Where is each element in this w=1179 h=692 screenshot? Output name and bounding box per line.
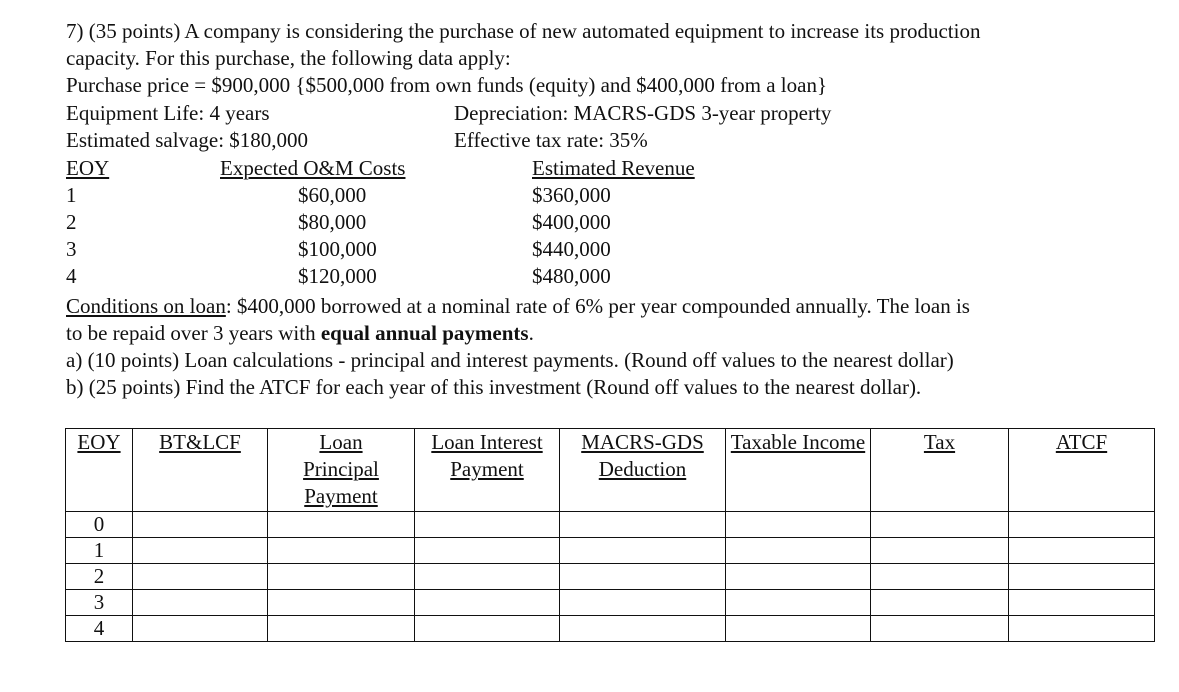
taxable-income-cell[interactable]	[726, 616, 871, 642]
table-row	[66, 564, 1155, 590]
atcf-cell[interactable]	[1009, 616, 1155, 642]
atcf-cell[interactable]	[1009, 564, 1155, 590]
answer-header-macrs: MACRS-GDS Deduction	[560, 429, 726, 512]
macrs-cell[interactable]	[560, 538, 726, 564]
loan-conditions	[66, 293, 970, 320]
data-row-eoy: 3	[66, 237, 77, 261]
btlcf-cell[interactable]	[133, 564, 268, 590]
loan-conditions-label: Conditions on loan	[66, 294, 226, 318]
macrs-cell[interactable]	[560, 616, 726, 642]
part-b: b) (25 points) Find the ATCF for each year of this investment (Round off values to the nearest dollar).	[66, 375, 922, 399]
answer-header-row	[66, 429, 1155, 512]
answer-header-taxable-income: Taxable Income	[726, 429, 871, 512]
taxable-income-cell[interactable]	[726, 564, 871, 590]
loan-principal-cell[interactable]	[268, 538, 415, 564]
data-row-om: $60,000	[298, 183, 367, 207]
loan-principal-cell[interactable]	[268, 564, 415, 590]
taxable-income-cell[interactable]	[726, 538, 871, 564]
purchase-price: Purchase price = $900,000 {$500,000 from own funds (equity) and $400,000 from a loan}	[66, 73, 828, 97]
data-row-eoy: 1	[66, 183, 77, 207]
atcf-cell[interactable]	[1009, 538, 1155, 564]
answer-header-loan-principal: Loan Principal Payment	[268, 429, 415, 512]
loan-terms-bold: equal annual payments	[320, 321, 529, 345]
tax-cell[interactable]	[871, 616, 1009, 642]
loan-conditions-text: : $400,000 borrowed at a nominal rate of 6% per year compounded annually. The loan is	[225, 294, 970, 318]
tax-rate: Effective tax rate: 35%	[454, 128, 648, 152]
tax-cell[interactable]	[871, 564, 1009, 590]
data-row-eoy: 4	[66, 264, 77, 288]
taxable-income-cell[interactable]	[726, 512, 871, 538]
loan-interest-cell[interactable]	[415, 616, 560, 642]
eoy-cell: 2	[66, 564, 133, 590]
data-row-revenue: $480,000	[532, 264, 611, 288]
table-row	[66, 590, 1155, 616]
answer-header-eoy: EOY	[66, 429, 133, 512]
data-row-om: $120,000	[298, 264, 377, 288]
problem-line-1: 7) (35 points) A company is considering the purchase of new automated equipment to increase its production	[66, 19, 981, 43]
data-header-revenue: Estimated Revenue	[532, 156, 695, 180]
data-row-revenue: $440,000	[532, 237, 611, 261]
estimated-salvage: Estimated salvage: $180,000	[66, 128, 309, 152]
taxable-income-cell[interactable]	[726, 590, 871, 616]
btlcf-cell[interactable]	[133, 616, 268, 642]
macrs-cell[interactable]	[560, 512, 726, 538]
data-row-eoy: 2	[66, 210, 77, 234]
tax-cell[interactable]	[871, 512, 1009, 538]
atcf-cell[interactable]	[1009, 512, 1155, 538]
part-a: a) (10 points) Loan calculations - principal and interest payments. (Round off values to the nearest dollar)	[66, 348, 954, 372]
table-row	[66, 538, 1155, 564]
eoy-cell: 3	[66, 590, 133, 616]
loan-terms-start: to be repaid over 3 years with	[66, 321, 321, 345]
data-row-revenue: $400,000	[532, 210, 611, 234]
btlcf-cell[interactable]	[133, 538, 268, 564]
answer-header-loan-interest: Loan Interest Payment	[415, 429, 560, 512]
loan-terms-end: .	[528, 321, 534, 345]
eoy-cell: 4	[66, 616, 133, 642]
btlcf-cell[interactable]	[133, 590, 268, 616]
loan-interest-cell[interactable]	[415, 538, 560, 564]
loan-interest-cell[interactable]	[415, 590, 560, 616]
loan-conditions-line-2	[66, 320, 534, 347]
macrs-cell[interactable]	[560, 564, 726, 590]
data-header-eoy: EOY	[66, 156, 110, 180]
macrs-cell[interactable]	[560, 590, 726, 616]
data-row-om: $80,000	[298, 210, 367, 234]
data-header-om: Expected O&M Costs	[220, 156, 406, 180]
tax-cell[interactable]	[871, 590, 1009, 616]
eoy-cell: 1	[66, 538, 133, 564]
loan-interest-cell[interactable]	[415, 564, 560, 590]
problem-line-2: capacity. For this purchase, the following data apply:	[66, 46, 511, 70]
eoy-cell: 0	[66, 512, 133, 538]
loan-principal-cell[interactable]	[268, 590, 415, 616]
btlcf-cell[interactable]	[133, 512, 268, 538]
loan-principal-cell[interactable]	[268, 616, 415, 642]
equipment-life: Equipment Life: 4 years	[66, 101, 270, 125]
answer-table	[65, 428, 1155, 642]
answer-header-btlcf: BT&LCF	[133, 429, 268, 512]
data-row-revenue: $360,000	[532, 183, 611, 207]
table-row	[66, 512, 1155, 538]
table-row	[66, 616, 1155, 642]
loan-interest-cell[interactable]	[415, 512, 560, 538]
answer-header-tax: Tax	[871, 429, 1009, 512]
data-row-om: $100,000	[298, 237, 377, 261]
loan-principal-cell[interactable]	[268, 512, 415, 538]
depreciation: Depreciation: MACRS-GDS 3-year property	[454, 101, 832, 125]
atcf-cell[interactable]	[1009, 590, 1155, 616]
answer-header-atcf: ATCF	[1009, 429, 1155, 512]
tax-cell[interactable]	[871, 538, 1009, 564]
